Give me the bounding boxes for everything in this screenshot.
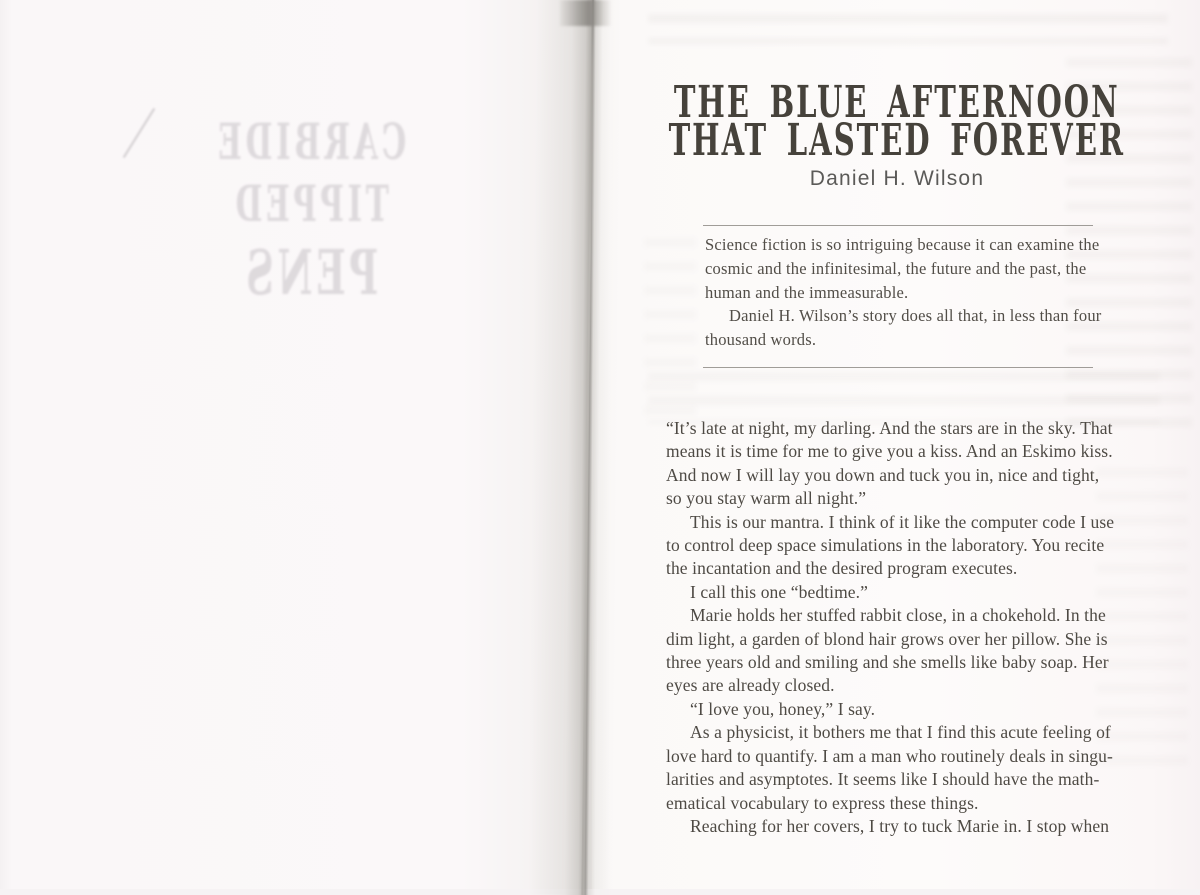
- text-line: Daniel H. Wilson’s story does all that, in less than four: [729, 306, 1102, 326]
- text-line: to control deep space simulations in the laboratory. You recite: [666, 535, 1105, 556]
- text-line: ematical vocabulary to express these things.: [666, 792, 979, 813]
- divider-rule-bottom: [703, 367, 1093, 368]
- divider-rule-top: [703, 225, 1093, 226]
- ghost-title-text: PENS: [242, 236, 378, 309]
- ghost-title-line: [150, 174, 470, 236]
- paragraph: [666, 417, 1128, 511]
- text-line: As a physicist, it bothers me that I find this acute feeling of: [690, 722, 1111, 743]
- ghost-title-line: [150, 236, 470, 309]
- ghost-title-text: TIPPED: [231, 174, 389, 233]
- paragraph: [666, 698, 1128, 721]
- text-line: Marie holds her stuffed rabbit close, in a chokehold. In the: [690, 605, 1106, 626]
- text-line: larities and asymptotes. It seems like I should have the math-: [666, 769, 1100, 790]
- text-line: so you stay warm all night.”: [666, 488, 867, 509]
- paragraph: [666, 604, 1128, 698]
- ghost-title-text: CARBIDE: [214, 112, 406, 171]
- text-line: thousand words.: [705, 330, 817, 350]
- editor-intro: [705, 233, 1105, 352]
- story-body-text: [666, 417, 1128, 838]
- text-line: And now I will lay you down and tuck you in, nice and tight,: [666, 464, 1100, 485]
- text-line: human and the immeasurable.: [705, 282, 909, 302]
- text-line: means it is time for me to give you a kiss. And an Eskimo kiss.: [666, 441, 1113, 462]
- text-line: Reaching for her covers, I try to tuck Marie in. I stop when: [690, 815, 1110, 836]
- text-line: love hard to quantify. I am a man who routinely deals in singu-: [666, 745, 1113, 766]
- text-line: eyes are already closed.: [666, 675, 835, 696]
- bleed-through-book-title: [150, 112, 470, 309]
- text-line: cosmic and the infinitesimal, the future and the past, the: [705, 258, 1087, 278]
- text-line: “I love you, honey,” I say.: [690, 698, 876, 719]
- story-title-text: THE BLUE AFTERNOON: [674, 77, 1120, 128]
- text-line: dim light, a garden of blond hair grows over her pillow. She is: [666, 628, 1108, 649]
- story-title: [666, 77, 1128, 166]
- text-line: three years old and smiling and she smells like baby soap. Her: [666, 652, 1109, 673]
- text-line: This is our mantra. I think of it like the computer code I use: [690, 511, 1115, 532]
- author-name: Daniel H. Wilson: [809, 167, 985, 190]
- gutter-top-shadow: [560, 0, 612, 26]
- story-title-line: [666, 115, 1128, 166]
- paragraph: [666, 581, 1128, 604]
- paragraph: [705, 233, 1105, 304]
- text-line: “It’s late at night, my darling. And the stars are in the sky. That: [666, 418, 1113, 438]
- ghost-title-line: [150, 112, 470, 174]
- text-line: Science fiction is so intriguing because it can examine the: [705, 235, 1100, 254]
- paragraph: [705, 304, 1105, 352]
- gutter-shadow: [528, 0, 622, 895]
- left-page: [0, 0, 592, 889]
- paragraph: [666, 511, 1128, 581]
- text-line: I call this one “bedtime.”: [690, 581, 869, 602]
- paragraph: [666, 721, 1128, 815]
- text-line: the incantation and the desired program executes.: [666, 558, 1018, 579]
- paragraph: [666, 815, 1128, 838]
- story-title-text: THAT LASTED FOREVER: [668, 115, 1126, 166]
